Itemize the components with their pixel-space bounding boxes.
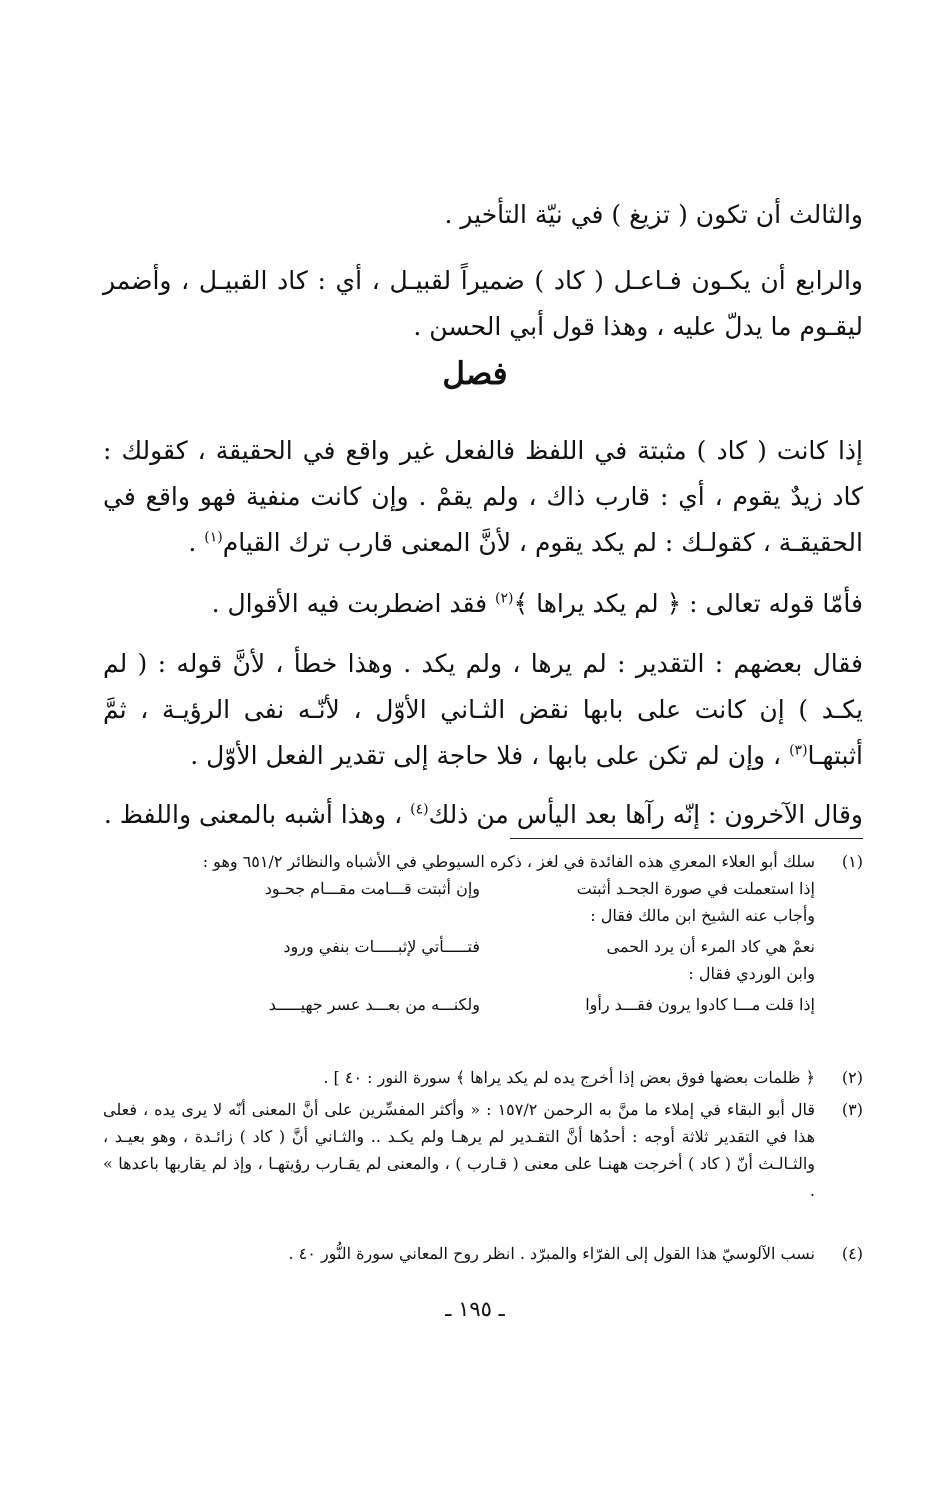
- paragraph-first-opinion-end: ، وإن لم تكن على بابها ، فلا حاجة إلى تقدير الفعل الأوّل .: [190, 741, 790, 770]
- footnote-1: [103, 848, 863, 1018]
- footnote-1-verse-1: [103, 875, 815, 902]
- verse-3-first-hemistich: إذا قلت مـــا كادوا يرون فقـــد رأوا: [585, 995, 815, 1014]
- verse-2-first-hemistich: نعمْ هي كاد المرء أن يرد الحمى: [606, 937, 815, 956]
- footnote-2-number: (٢): [841, 1068, 863, 1087]
- footnote-divider: [510, 838, 863, 839]
- footnote-ref-3[interactable]: (٣): [789, 742, 808, 759]
- paragraph-second-opinion-text: وقال الآخرون : إنّه رآها بعد اليأس من ذلك: [428, 800, 863, 829]
- paragraph-fourth-text: والرابع أن يكـون فـاعـل ( كاد ) ضميراً لقبيـل ، أي : كاد القبيـل ، وأضمر ليقـوم ما يدلّ عليه ، وهذا قول أبي الحسن .: [103, 266, 863, 341]
- paragraph-kada-rule-end: .: [188, 528, 205, 557]
- paragraph-first-opinion-text: فقال بعضهم : التقدير : لم يرها ، ولم يكد . وهذا خطأ ، لأنَّ قوله : ( لم يكـد ) إن كانت على بابها نقض الثـاني الأوّل ، لأنّـه نفى الرؤيـة ، ثمَّ أثبتهـا: [103, 649, 863, 770]
- page-number: ـ ١٩٥ ـ: [445, 1297, 505, 1321]
- paragraph-verse-quote-text: فأمّا قوله تعالى : ﴿ لم يكد يراها ﴾: [513, 589, 863, 618]
- footnote-2: [103, 1064, 863, 1091]
- paragraph-first-opinion: [103, 641, 863, 779]
- paragraph-verse-quote-end: فقد اضطربت فيه الأقوال .: [211, 589, 496, 618]
- footnote-ref-1[interactable]: (١): [204, 529, 223, 546]
- footnote-1-text: سلك أبو العلاء المعري هذه الفائدة في لغز ، ذكره السيوطي في الأشباه والنظائر ٦٥١/٢ وهو :: [202, 852, 815, 871]
- footnote-2-text: ﴿ ظلمات بعضها فوق بعض إذا أخرج يده لم يكد يراها ﴾ سورة النور : ٤٠ ] .: [323, 1068, 815, 1087]
- paragraph-fourth: [103, 258, 863, 350]
- footnote-3: [103, 1096, 863, 1204]
- paragraph-kada-rule: [103, 428, 863, 566]
- footnote-3-number: (٣): [841, 1100, 863, 1119]
- section-heading: فصل: [442, 356, 508, 392]
- paragraph-third-text: والثالث أن تكون ( تزيغ ) في نيّة التأخير .: [444, 200, 863, 229]
- verse-1-first-hemistich: إذا استعملت في صورة الجحـد أثبتت: [576, 879, 815, 898]
- footnote-ref-4[interactable]: (٤): [410, 801, 429, 818]
- paragraph-third: [103, 192, 863, 238]
- footnote-1-verse-3: [103, 991, 815, 1018]
- verse-3-second-hemistich: ولكنـــه من بعـــد عسر جهيـــــد: [268, 995, 480, 1014]
- footnote-1-ibn-malik-line: وأجاب عنه الشيخ ابن مالك فقال :: [590, 906, 815, 925]
- footnote-3-text: قال أبو البقاء في إملاء ما منَّ به الرحمن ١٥٧/٢ : « وأكثر المفسِّرين على أنَّ المعنى أنّه لا يرى يده ، فعلى هذا في التقدير ثلاثة أوجه : أحدُها أنَّ التقـدير لم يرهـا ولم يكـد .. والثـاني أنَّ ( كاد ) زائـدة ، وهو بعيـد ، والثـالـث أنّ ( كاد ) أخرجت ههنـا على معنى ( قـارب ) ، والمعنى لم يقـارب رؤيتهـا ، وإذ لم يقاربها باعدها » .: [103, 1100, 815, 1200]
- footnote-1-ibn-alwardi-line: وابن الوردي فقال :: [688, 964, 815, 983]
- footnote-4-number: (٤): [841, 1244, 863, 1263]
- verse-1-second-hemistich: وإن أثبتت قـــامت مقـــام جحـود: [264, 879, 480, 898]
- paragraph-second-opinion-end: ، وهذا أشبه بالمعنى واللفظ .: [103, 800, 411, 829]
- paragraph-kada-rule-text: إذا كانت ( كاد ) مثبتة في اللفظ فالفعل غير واقع في الحقيقة ، كقولك : كاد زيدٌ يقوم ، أي : قارب ذاك ، ولم يقمْ . وإن كانت منفية فهو واقع في الحقيقـة ، كقولـك : لم يكد يقوم ، لأنَّ المعنى قارب ترك القيام: [103, 436, 863, 557]
- footnote-4-text: نسب الآلوسيّ هذا القول إلى الفرّاء والمبرّد . انظر روح المعاني سورة النُّور ٤٠ .: [288, 1244, 815, 1263]
- paragraph-verse-quote: [103, 581, 863, 627]
- paragraph-second-opinion: [103, 792, 863, 838]
- verse-2-second-hemistich: فتـــــأتي لإثبـــــات بنفي ورود: [283, 937, 480, 956]
- footnote-1-verse-2: [103, 933, 815, 960]
- footnote-ref-2[interactable]: (٢): [495, 590, 514, 607]
- footnote-1-number: (١): [841, 852, 863, 871]
- footnote-4: [103, 1240, 863, 1267]
